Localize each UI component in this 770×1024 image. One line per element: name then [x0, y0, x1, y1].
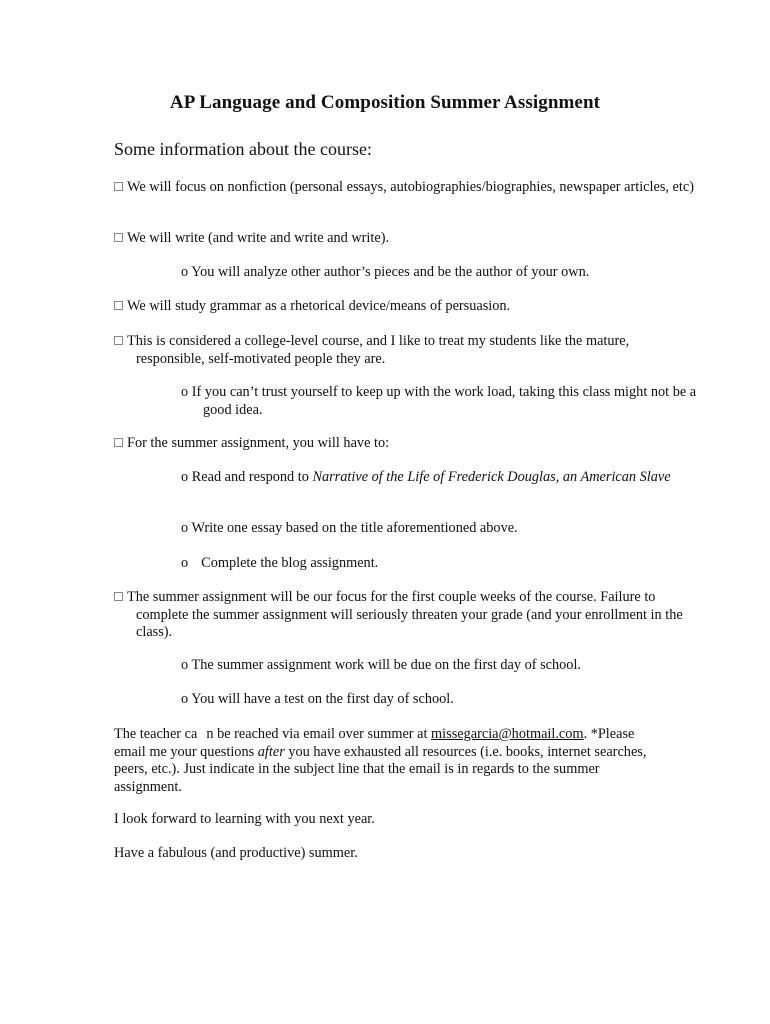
contact-paragraph: The teacher ca n be reached via email over summer at missegarcia@hotmail.com. *Please email me your questions after you have exhausted all resources (i.e. books, internet searches, peers, etc.). Just indicate in the subject line that the email is in regards to the summer assignment.: [114, 726, 647, 795]
bullet-box-icon: [114, 301, 123, 310]
bullet-item: This is considered a college-level course, and I like to treat my students like the mature, responsible, self-motivated people they are.: [114, 333, 696, 368]
closing-line: I look forward to learning with you next year.: [114, 811, 375, 827]
bullet-box-icon: [114, 233, 123, 242]
bullet-box-icon: [114, 182, 123, 191]
sub-bullet-item: o Write one essay based on the title aforementioned above.: [181, 520, 518, 536]
sub-bullet-item: o Complete the blog assignment.: [181, 555, 379, 571]
bullet-box-icon: [114, 592, 123, 601]
bullet-item: We will write (and write and write and write).: [114, 230, 696, 248]
book-title: Narrative of the Life of Frederick Douglas, an American Slave: [312, 469, 671, 485]
sub-bullet-item: o You will analyze other author’s pieces and be the author of your own.: [181, 264, 590, 280]
bullet-item: The summer assignment will be our focus for the first couple weeks of the course. Failure to complete the summer assignment will seriously threaten your grade (and your enrollment in the class).: [114, 589, 696, 642]
document-title: AP Language and Composition Summer Assignment: [169, 92, 601, 113]
emphasis-text: after: [257, 743, 285, 760]
bullet-item: We will focus on nonfiction (personal essays, autobiographies/biographies, newspaper articles, etc): [114, 179, 696, 197]
email-link[interactable]: missegarcia@hotmail.com: [431, 726, 584, 742]
sub-bullet-item: o The summer assignment work will be due on the first day of school.: [181, 657, 581, 673]
bullet-item: We will study grammar as a rhetorical device/means of persuasion.: [114, 298, 696, 316]
bullet-box-icon: [114, 336, 123, 345]
bullet-box-icon: [114, 438, 123, 447]
sub-bullet-item: o Read and respond to Narrative of the Life of Frederick Douglas, an American Slave: [181, 469, 671, 485]
section-heading: Some information about the course:: [114, 139, 372, 159]
sub-bullet-item: o You will have a test on the first day of school.: [181, 691, 454, 707]
closing-line: Have a fabulous (and productive) summer.: [114, 845, 358, 861]
bullet-item: For the summer assignment, you will have to:: [114, 435, 696, 453]
sub-bullet-item: o If you can’t trust yourself to keep up with the work load, taking this class might not be a good idea.: [181, 384, 697, 418]
